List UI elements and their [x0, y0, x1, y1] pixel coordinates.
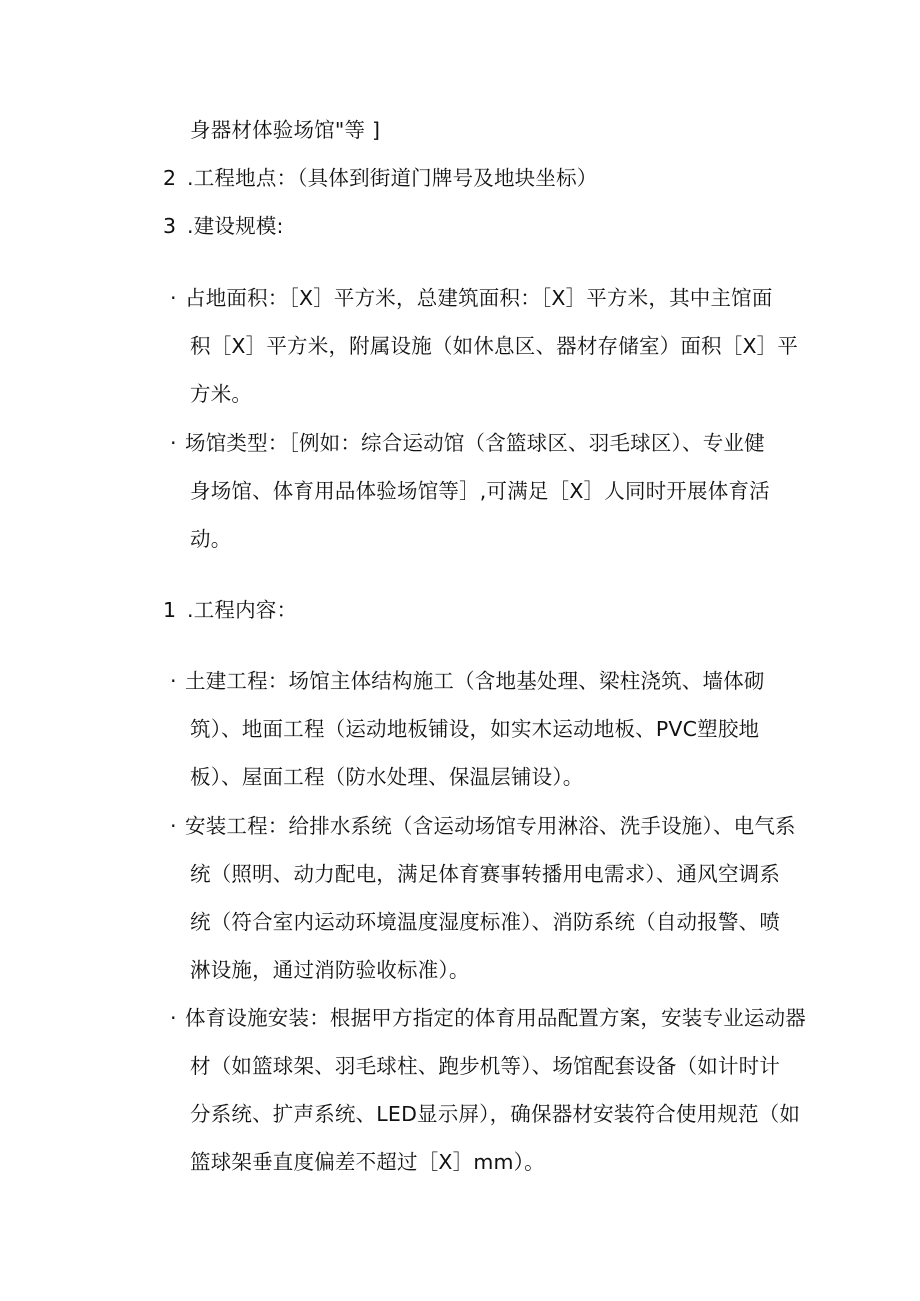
- bullet-marker: ·: [170, 286, 177, 310]
- bullet-line: 动。: [190, 527, 232, 551]
- bullet-line: 体育设施安装：根据甲方指定的体育用品配置方案，安装专业运动器: [185, 1006, 806, 1030]
- bullet-item-installation: [170, 813, 796, 839]
- bullet-line: 场馆类型：［例如：综合运动馆（含篮球区、羽毛球区）、专业健: [185, 431, 765, 455]
- bullet-line: 统（照明、动力配电，满足体育赛事转播用电需求）、通风空调系: [190, 862, 781, 886]
- bullet-line: 方米。: [190, 382, 253, 406]
- list-item-text: .建设规模:: [187, 214, 284, 238]
- list-number: 1: [163, 598, 177, 622]
- bullet-line: 篮球架垂直度偏差不超过［X］mm）。: [190, 1150, 545, 1174]
- bullet-item-sports-facilities: [170, 1005, 806, 1031]
- bullet-marker: ·: [170, 669, 177, 693]
- list-item-3: [163, 213, 284, 239]
- bullet-line: 积［X］平方米，附属设施（如休息区、器材存储室）面积［X］平: [190, 334, 799, 358]
- intro-continuation-line: 身器材体验场馆"等 ]: [190, 118, 381, 142]
- bullet-line: 分系统、扩声系统、LED显示屏），确保器材安装符合使用规范（如: [190, 1102, 801, 1126]
- bullet-line: 淋设施，通过消防验收标准）。: [190, 958, 470, 982]
- bullet-line: 统（符合室内运动环境温度湿度标准）、消防系统（自动报警、喷: [190, 910, 781, 934]
- bullet-line: 筑）、地面工程（运动地板铺设，如实木运动地板、PVC塑胶地: [190, 717, 760, 741]
- bullet-item-area: [170, 285, 773, 311]
- bullet-line: 土建工程：场馆主体结构施工（含地基处理、梁柱浇筑、墙体砌: [185, 669, 765, 693]
- list-item-2: [163, 165, 597, 191]
- bullet-line: 安装工程：给排水系统（含运动场馆专用淋浴、洗手设施）、电气系: [185, 814, 796, 838]
- bullet-line: 材（如篮球架、羽毛球柱、跑步机等）、场馆配套设备（如计时计: [190, 1054, 781, 1078]
- bullet-item-civil-works: [170, 668, 765, 694]
- list-item-text: .工程地点：（具体到街道门牌号及地块坐标）: [187, 166, 598, 190]
- bullet-item-venue-type: [170, 430, 765, 456]
- list-item-text: .工程内容：: [187, 598, 298, 622]
- list-number: 2: [163, 166, 177, 190]
- bullet-marker: ·: [170, 431, 177, 455]
- bullet-marker: ·: [170, 1006, 177, 1030]
- bullet-marker: ·: [170, 814, 177, 838]
- bullet-line: 身场馆、体育用品体验场馆等］,可满足［X］人同时开展体育活: [190, 479, 770, 503]
- list-number: 3: [163, 214, 177, 238]
- bullet-line: 板）、屋面工程（防水处理、保温层铺设）。: [190, 765, 584, 789]
- list-item-1: [163, 597, 297, 623]
- bullet-line: 占地面积：［X］平方米，总建筑面积：［X］平方米，其中主馆面: [185, 286, 773, 310]
